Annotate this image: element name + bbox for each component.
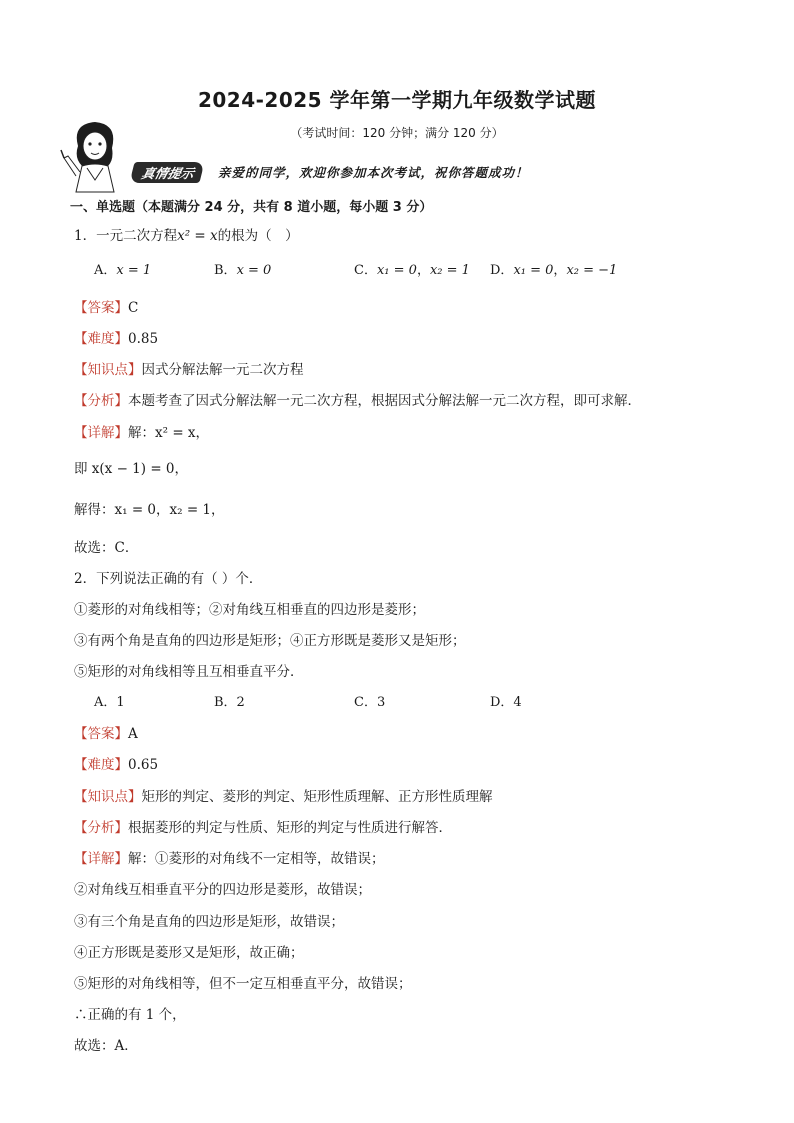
q2-answer: 【答案】A [74, 726, 138, 742]
q2-detail-step: ④正方形既是菱形又是矩形，故正确； [74, 945, 304, 961]
q1-answer: 【答案】C [74, 300, 139, 316]
q2-difficulty: 【难度】0.65 [74, 757, 159, 773]
q1-detail-step: 即 x(x − 1) = 0， [74, 461, 189, 477]
q1-option-a: A．x = 1 [94, 263, 152, 278]
q1-detail: 【详解】解：x² = x， [74, 425, 210, 441]
q1-knowledge: 【知识点】因式分解法解一元二次方程 [74, 362, 304, 378]
q2-detail-step: ⑤矩形的对角线相等，但不一定互相垂直平分，故错误； [74, 976, 412, 992]
q1-detail-solution: 解得：x₁ = 0，x₂ = 1， [74, 502, 225, 518]
q2-detail-step: ③有三个角是直角的四边形是矩形，故错误； [74, 914, 344, 930]
exam-subtitle: （考试时间：120 分钟；满分 120 分） [290, 126, 504, 140]
teacher-mascot-icon [60, 116, 130, 194]
q2-option-a: A．1 [94, 695, 125, 710]
q2-detail: 【详解】解：①菱形的对角线不一定相等，故错误； [74, 851, 385, 867]
q2-detail-conclusion: ∴正确的有 1 个， [74, 1007, 186, 1023]
q2-knowledge: 【知识点】矩形的判定、菱形的判定、矩形性质理解、正方形性质理解 [74, 789, 493, 805]
q2-statement: ⑤矩形的对角线相等且互相垂直平分． [74, 664, 304, 680]
q2-stem: 2．下列说法正确的有（ ）个． [74, 571, 263, 587]
q2-option-b: B．2 [214, 695, 245, 710]
tip-banner [132, 160, 592, 184]
q2-option-d: D．4 [490, 695, 522, 710]
q2-detail-step: ②对角线互相垂直平分的四边形是菱形，故错误； [74, 882, 371, 898]
exam-title: 2024-2025 学年第一学期九年级数学试题 [197, 88, 597, 112]
q2-analysis: 【分析】根据菱形的判定与性质、矩形的判定与性质进行解答． [74, 820, 452, 836]
q1-option-c: C．x₁ = 0，x₂ = 1 [354, 263, 470, 278]
tip-text: 亲爱的同学，欢迎你参加本次考试，祝你答题成功！ [218, 165, 529, 180]
q1-analysis: 【分析】本题考查了因式分解法解一元二次方程，根据因式分解法解一元二次方程，即可求解． [74, 393, 641, 409]
q1-difficulty: 【难度】0.85 [74, 331, 159, 347]
q1-option-d: D．x₁ = 0，x₂ = −1 [490, 263, 618, 278]
q2-detail-choice: 故选：A． [74, 1038, 138, 1054]
q2-statement: ①菱形的对角线相等；②对角线互相垂直的四边形是菱形； [74, 602, 425, 618]
q1-detail-choice: 故选：C． [74, 540, 139, 556]
tip-label: 真情提示 [129, 162, 204, 183]
q2-option-c: C．3 [354, 695, 386, 710]
q2-statement: ③有两个角是直角的四边形是矩形；④正方形既是菱形又是矩形； [74, 633, 466, 649]
q1-stem: 1．一元二次方程x² = x的根为（ ） [74, 228, 299, 244]
section-heading: 一、单选题（本题满分 24 分，共有 8 道小题，每小题 3 分） [70, 200, 433, 215]
q1-option-b: B．x = 0 [214, 263, 272, 278]
